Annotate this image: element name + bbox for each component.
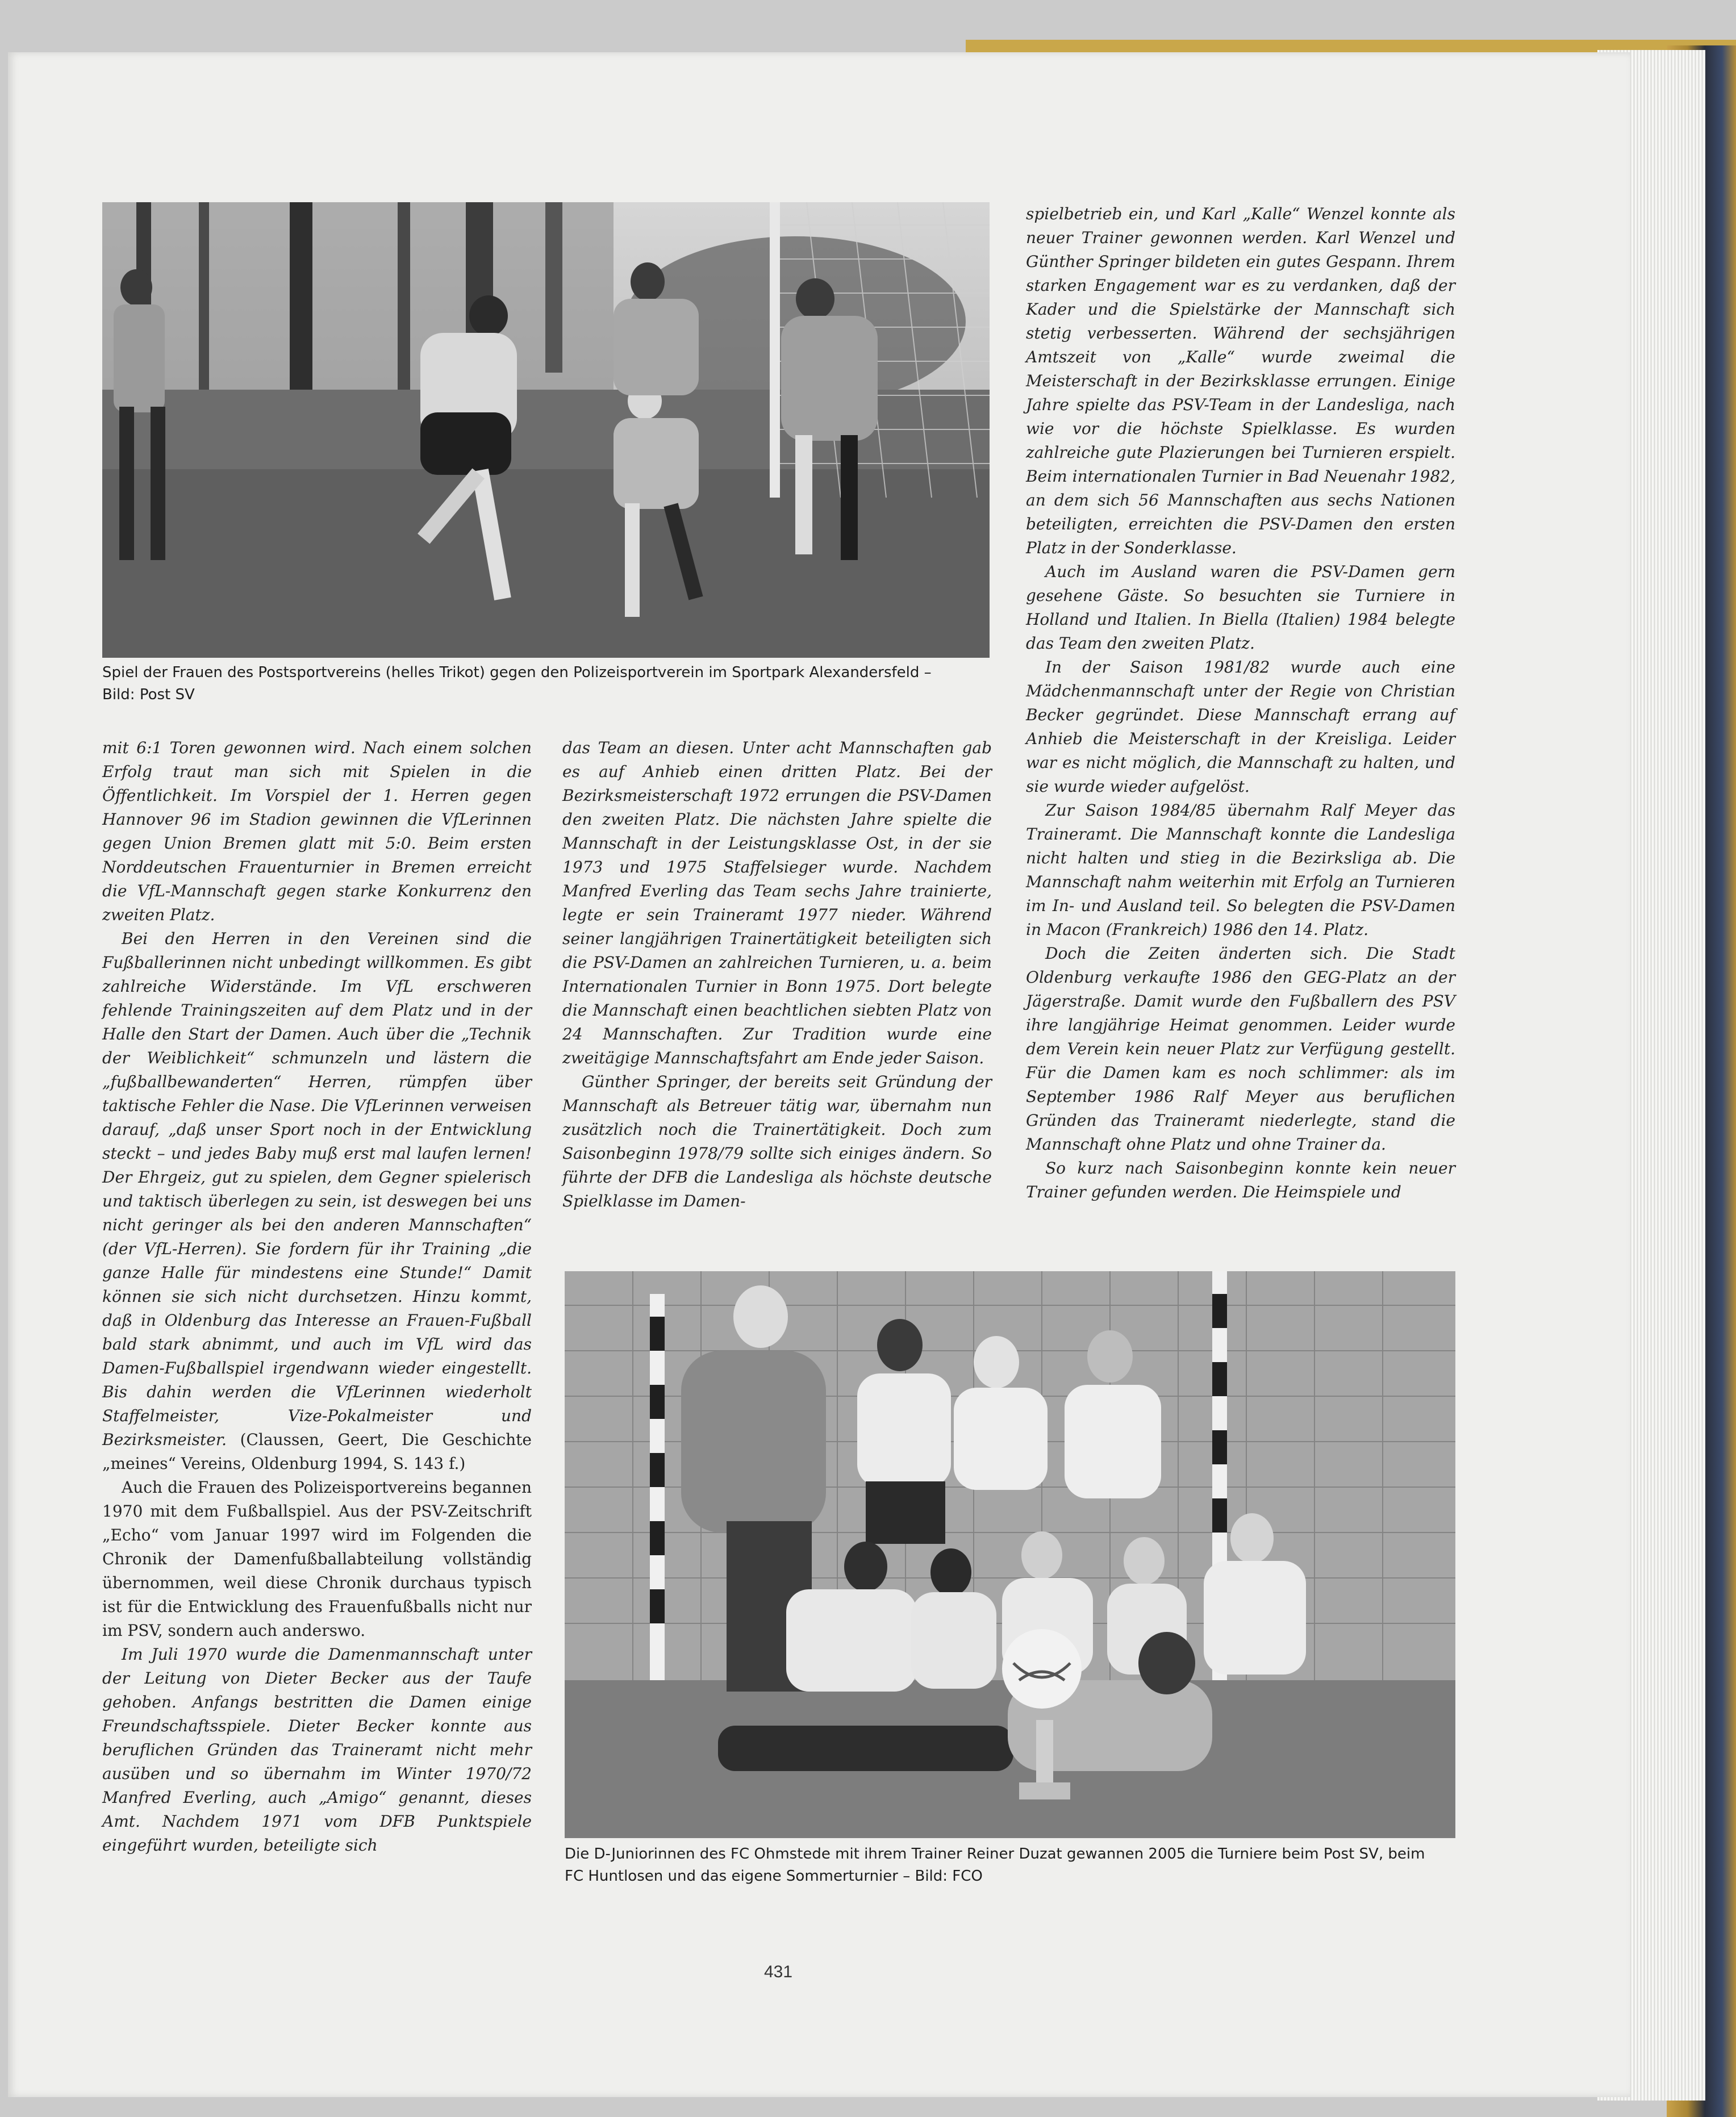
text-column-left <box>102 736 532 1857</box>
paragraph: Auch die Frauen des Polizeisportvereins begannen 1970 mit dem Fußballspiel. Aus der PSV-Zeitschrift „Echo“ vom Januar 1997 wird im Folgenden die Chronik der Damenfußballabteilung vollständig übernommen, weil diese Chronik durchaus typisch ist für die Entwicklung des Frauenfußballs nicht nur im PSV, sondern auch anderswo. <box>102 1478 532 1640</box>
paragraph: So kurz nach Saisonbeginn konnte kein neuer Trainer gefunden werden. Die Heimspiele und <box>1026 1159 1455 1201</box>
paragraph: Doch die Zeiten änderten sich. Die Stadt Oldenburg verkaufte 1986 den GEG-Platz an der Jägerstraße. Damit wurde den Fußballern des PSV ihre langjährige Heimat genommen. Leider wurde dem Verein kein neuer Platz zur Verfügung gestellt. Für die Damen kam es noch schlimmer: als im September 1986 Ralf Meyer aus beruflichen Gründen das Traineramt niederlegte, stand die Mannschaft ohne Platz und ohne Trainer da. <box>1026 944 1455 1154</box>
paragraph: Auch im Ausland waren die PSV-Damen gern gesehene Gäste. So besuchten sie Turniere in Holland und Italien. In Biella (Italien) 1984 belegte das Team den zweiten Platz. <box>1026 562 1455 653</box>
bottom-photo-caption: Die D-Juniorinnen des FC Ohmstede mit ihrem Trainer Reiner Duzat gewannen 2005 die Turniere beim Post SV, beim FC Huntlosen und das eigene Sommerturnier – Bild: FCO <box>565 1845 1425 1885</box>
page-number: 431 <box>764 1962 793 1981</box>
text-column-right <box>1026 202 1455 1204</box>
paragraph: In der Saison 1981/82 wurde auch eine Mädchenmannschaft unter der Regie von Christian Becker gegründet. Diese Mannschaft errang auf Anhieb die Meisterschaft in der Kreisliga. Leider war es nicht möglich, die Mannschaft zu halten, und sie wurde wieder aufgelöst. <box>1026 658 1455 796</box>
paragraph: Im Juli 1970 wurde die Damenmannschaft unter der Leitung von Dieter Becker aus der Taufe gehoben. Anfangs bestritten die Damen einige Freundschaftsspiele. Dieter Becker konnte aus beruflichen Gründen das Traineramt nicht mehr ausüben und so übernahm im Winter 1970/72 Manfred Everling, auch „Amigo“ genannt, dieses Amt. Nachdem 1971 vom DFB Punktspiele eingeführt wurden, beteiligte sich <box>102 1645 532 1855</box>
paragraph-text: Bei den Herren in den Vereinen sind die Fußballerinnen nicht unbedingt willkommen. Es gibt zahlreiche Widerstände. Im VfL erschweren fehlende Trainingszeiten auf dem Platz und in der Halle den Start der Damen. Auch über die „Technik der Weiblichkeit“ schmunzeln und lästern die „fußballbewanderten“ Herren, rümpfen über taktische Fehler die Nase. Die VfLerinnen verweisen darauf, „daß unser Sport noch in der Entwicklung steckt – und jedes Baby muß erst mal laufen lernen! Der Ehrgeiz, gut zu spielen, dem Gegner spielerisch und taktisch überlegen zu sein, ist deswegen bei uns nicht geringer als bei den anderen Mannschaften“ (der VfL-Herren). Sie fordern für ihr Training „die ganze Halle für mindestens eine Stunde!“ Damit können sie sich nicht durchsetzen. Hinzu kommt, daß in Oldenburg das Interesse an Frauen-Fußball bald stark abnimmt, und auch im VfL wird das Damen-Fußballspiel irgendwann wieder eingestellt. Bis dahin werden die VfLerinnen wiederholt Staffelmeister, Vize-Pokalmeister und Bezirksmeister. <box>102 929 532 1449</box>
bottom-photo <box>565 1271 1455 1838</box>
paragraph: spielbetrieb ein, und Karl „Kalle“ Wenzel konnte als neuer Trainer gewonnen werden. Karl Wenzel und Günther Springer bildeten ein gutes Gespann. Ihrem starken Engagement war es zu verdanken, daß der Kader und die Spielstärke der Mannschaft sich stetig verbesserten. Während der sechsjährigen Amtszeit von „Kalle“ wurde zweimal die Meisterschaft in der Bezirksklasse errungen. Einige Jahre spielte das PSV-Team in der Landesliga, nach wie vor die höchste Spielklasse. Es wurden zahlreiche gute Plazierungen bei Turnieren erspielt. Beim internationalen Turnier in Bad Neuenahr 1982, an dem sich 56 Mannschaften aus sechs Nationen beteiligten, erreichten die PSV-Damen den ersten Platz in der Sonderklasse. <box>1026 204 1455 557</box>
citation: (Claussen, Geert, Die Geschichte „meines“ Vereins, Oldenburg 1994, S. 143 f.) <box>102 1430 532 1473</box>
top-photo <box>102 202 990 658</box>
top-photo-caption: Spiel der Frauen des Postsportvereins (helles Trikot) gegen den Polizeisportverein im Sportpark Alexandersfeld – Bild: Post SV <box>102 664 932 703</box>
paragraph: das Team an diesen. Unter acht Mannschaften gab es auf Anhieb einen dritten Platz. Bei der Bezirksmeisterschaft 1972 errungen die PSV-Damen den zweiten Platz. Die nächsten Jahre spielte die Mannschaft in der Leistungsklasse Ost, in der sie 1973 und 1975 Staffelsieger wurde. Nachdem Manfred Everling das Team sechs Jahre trainierte, legte er sein Traineramt 1977 nieder. Während seiner langjährigen Trainertätigkeit beteiligten sich die PSV-Damen an zahlreichen Turnieren, u. a. beim Internationalen Turnier in Bonn 1975. Dort belegte die Mannschaft einen beachtlichen siebten Platz von 24 Mannschaften. Zur Tradition wurde eine zweitägige Mannschaftsfahrt am Ende jeder Saison. <box>562 738 992 1067</box>
paragraph: mit 6:1 Toren gewonnen wird. Nach einem solchen Erfolg traut man sich mit Spielen in die Öffentlichkeit. Im Vorspiel der 1. Herren gegen Hannover 96 im Stadion gewinnen die VfLerinnen gegen Union Bremen glatt mit 5:0. Beim ersten Norddeutschen Frauenturnier in Bremen erreicht die VfL-Mannschaft gegen starke Konkurrenz den zweiten Platz. <box>102 738 532 924</box>
text-column-middle <box>562 736 992 1213</box>
paragraph: Zur Saison 1984/85 übernahm Ralf Meyer das Traineramt. Die Mannschaft konnte die Landesliga nicht halten und stieg in die Bezirksliga ab. Die Mannschaft nahm weiterhin mit Erfolg an Turnieren im In- und Ausland teil. So belegten die PSV-Damen in Macon (Frankreich) 1986 den 14. Platz. <box>1026 801 1455 939</box>
paragraph <box>102 927 532 1476</box>
paragraph: Günther Springer, der bereits seit Gründung der Mannschaft als Betreuer tätig war, übernahm nun zusätzlich noch die Trainertätigkeit. Doch zum Saisonbeginn 1978/79 sollte sich einiges ändern. So führte der DFB die Landesliga als höchste deutsche Spielklasse im Damen- <box>562 1072 992 1210</box>
